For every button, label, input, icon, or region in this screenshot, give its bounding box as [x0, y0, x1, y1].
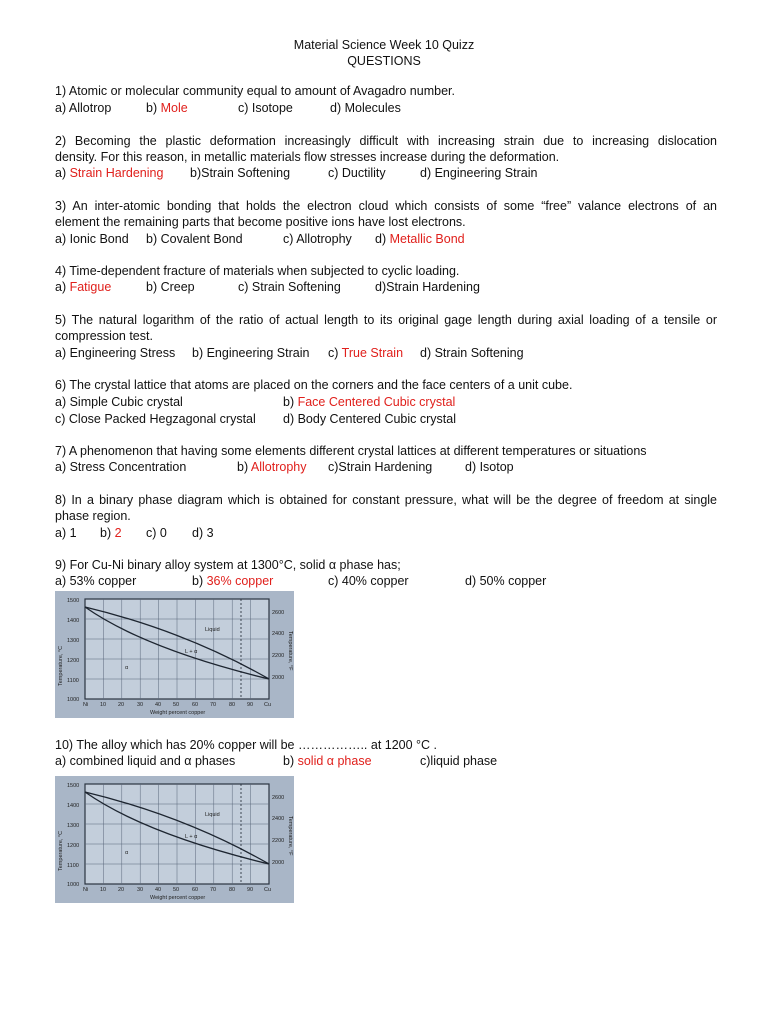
q1-option-d: d) Molecules [330, 101, 401, 115]
question-2-line-1: 2) Becoming the plastic deformation increasingly difficult with increasing strain due to increasing dislocation [55, 134, 717, 148]
q6-option-d: d) Body Centered Cubic crystal [283, 412, 456, 426]
x-tick: 90 [247, 702, 254, 708]
x-tick: 60 [192, 887, 199, 893]
two-phase-region-label: L + α [185, 834, 198, 840]
question-9-text: 9) For Cu-Ni binary alloy system at 1300°C, solid α phase has; [55, 558, 401, 572]
x-tick: Ni [83, 702, 89, 708]
right-tick: 2600 [272, 795, 285, 801]
x-tick: 50 [173, 887, 180, 893]
question-6-text: 6) The crystal lattice that atoms are placed on the corners and the face centers of a unit cube. [55, 378, 573, 392]
q7-option-d: d) Isotop [465, 460, 514, 474]
q9-option-c: c) 40% copper [328, 574, 409, 588]
quiz-title: Material Science Week 10 Quizz [293, 38, 475, 52]
q7-option-b: b) Allotrophy [237, 460, 307, 474]
q3-option-a: a) Ionic Bond [55, 232, 129, 246]
q2-answer: Strain Hardening [69, 166, 164, 180]
left-tick: 1300 [67, 823, 80, 829]
x-tick: 50 [173, 702, 180, 708]
left-tick: 1000 [67, 697, 80, 703]
x-tick: Cu [264, 887, 272, 893]
question-5-line-2: compression test. [55, 329, 153, 343]
right-tick: 2400 [272, 816, 285, 822]
x-tick: 60 [192, 702, 199, 708]
q9-option-d: d) 50% copper [465, 574, 547, 588]
q6-answer: Face Centered Cubic crystal [297, 395, 456, 409]
q5-option-d: d) Strain Softening [420, 346, 524, 360]
q4-answer: Fatigue [69, 280, 112, 294]
left-tick: 1100 [67, 678, 79, 684]
x-tick: 70 [210, 702, 217, 708]
x-tick: 30 [137, 887, 144, 893]
q1-option-c: c) Isotope [238, 101, 293, 115]
left-tick: 1400 [67, 618, 80, 624]
question-8-line-2: phase region. [55, 509, 131, 523]
x-tick: 40 [155, 702, 162, 708]
q2-option-d: d) Engineering Strain [420, 166, 538, 180]
question-3-line-2: element the remaining parts that become positive ions have lost electrons. [55, 215, 466, 229]
q3-answer: Metallic Bond [389, 232, 465, 246]
phase-diagram-2 [55, 776, 294, 903]
x-tick: Ni [83, 887, 89, 893]
q10-option-c: c)liquid phase [420, 754, 498, 768]
x-tick: 30 [137, 702, 144, 708]
phase-diagram-1 [55, 591, 294, 718]
question-7-text: 7) A phenomenon that having some elements different crystal lattices at different temperatures or situations [55, 444, 647, 458]
quiz-subtitle: QUESTIONS [347, 54, 421, 68]
q6-option-c: c) Close Packed Hegzagonal crystal [55, 412, 256, 426]
q7-option-a: a) Stress Concentration [55, 460, 187, 474]
q5-answer: True Strain [341, 346, 404, 360]
right-tick: 2200 [272, 653, 285, 659]
right-tick: 2000 [272, 860, 285, 866]
q2-option-a: a) Strain Hardening [55, 166, 164, 180]
question-2-line-2: density. For this reason, in metallic materials flow stresses increase during the deformation. [55, 150, 560, 164]
q9-option-a: a) 53% copper [55, 574, 137, 588]
right-tick: 2400 [272, 631, 285, 637]
q2-option-c: c) Ductility [328, 166, 386, 180]
x-tick: 20 [118, 887, 125, 893]
q7-option-c: c)Strain Hardening [328, 460, 433, 474]
x-tick: Cu [264, 702, 272, 708]
y-axis-label: Temperature, °C [58, 645, 64, 686]
left-tick: 1300 [67, 638, 80, 644]
q6-option-b: b) Face Centered Cubic crystal [283, 395, 456, 409]
y2-axis-label: Temperature, °F [287, 631, 293, 671]
q10-option-b: b) solid α phase [283, 754, 372, 768]
q5-option-b: b) Engineering Strain [192, 346, 310, 360]
q5-option-c: c) True Strain [328, 346, 404, 360]
q8-option-c: c) 0 [146, 526, 167, 540]
x-tick: 90 [247, 887, 254, 893]
x-tick: 80 [229, 887, 236, 893]
question-10-text: 10) The alloy which has 20% copper will be …………….. at 1200 °C . [55, 738, 438, 752]
x-tick: 10 [100, 887, 107, 893]
x-tick: 80 [229, 702, 236, 708]
alpha-region-label: α [125, 665, 129, 671]
left-tick: 1500 [67, 783, 80, 789]
q10-answer: solid α phase [297, 754, 372, 768]
q4-option-b: b) Creep [146, 280, 195, 294]
q6-option-a: a) Simple Cubic crystal [55, 395, 183, 409]
x-axis-label: Weight percent copper [150, 895, 206, 901]
q4-option-d: d)Strain Hardening [375, 280, 480, 294]
left-tick: 1000 [67, 882, 80, 888]
q1-option-a: a) Allotrop [55, 101, 112, 115]
left-tick: 1500 [67, 598, 80, 604]
question-1-text: 1) Atomic or molecular community equal to amount of Avagadro number. [55, 84, 455, 98]
y-axis-label: Temperature, °C [58, 830, 64, 871]
q8-option-d: d) 3 [192, 526, 214, 540]
left-tick: 1100 [67, 863, 79, 869]
q2-option-b: b)Strain Softening [190, 166, 291, 180]
q4-option-c: c) Strain Softening [238, 280, 341, 294]
two-phase-region-label: L + α [185, 649, 198, 655]
q1-answer: Mole [160, 101, 188, 115]
question-3-line-1: 3) An inter-atomic bonding that holds the electron cloud which consists of some “free” valance electrons of an [55, 199, 717, 213]
right-tick: 2000 [272, 675, 285, 681]
right-tick: 2200 [272, 838, 285, 844]
liquid-region-label: Liquid [205, 812, 220, 818]
alpha-region-label: α [125, 850, 129, 856]
x-tick: 40 [155, 887, 162, 893]
q3-option-d: d) Metallic Bond [375, 232, 465, 246]
q8-option-a: a) 1 [55, 526, 77, 540]
q7-answer: Allotrophy [250, 460, 307, 474]
q4-option-a: a) Fatigue [55, 280, 112, 294]
liquid-region-label: Liquid [205, 627, 220, 633]
q3-option-b: b) Covalent Bond [146, 232, 243, 246]
q10-option-a: a) combined liquid and α phases [55, 754, 236, 768]
q3-option-c: c) Allotrophy [283, 232, 352, 246]
question-4-text: 4) Time-dependent fracture of materials when subjected to cyclic loading. [55, 264, 460, 278]
question-5-line-1: 5) The natural logarithm of the ratio of actual length to its original gage length during axial loading of a tensile or [55, 313, 717, 327]
x-tick: 70 [210, 887, 217, 893]
y2-axis-label: Temperature, °F [287, 816, 293, 856]
q8-answer: 2 [114, 526, 122, 540]
x-tick: 20 [118, 702, 125, 708]
q5-option-a: a) Engineering Stress [55, 346, 176, 360]
question-8-line-1: 8) In a binary phase diagram which is obtained for constant pressure, what will be the degree of freedom at single [55, 493, 717, 507]
q9-option-b: b) 36% copper [192, 574, 274, 588]
left-tick: 1200 [67, 658, 80, 664]
x-tick: 10 [100, 702, 107, 708]
x-axis-label: Weight percent copper [150, 710, 206, 716]
q1-option-b: b) Mole [146, 101, 188, 115]
left-tick: 1400 [67, 803, 80, 809]
left-tick: 1200 [67, 843, 80, 849]
right-tick: 2600 [272, 610, 285, 616]
q9-answer: 36% copper [206, 574, 274, 588]
q8-option-b: b) 2 [100, 526, 122, 540]
